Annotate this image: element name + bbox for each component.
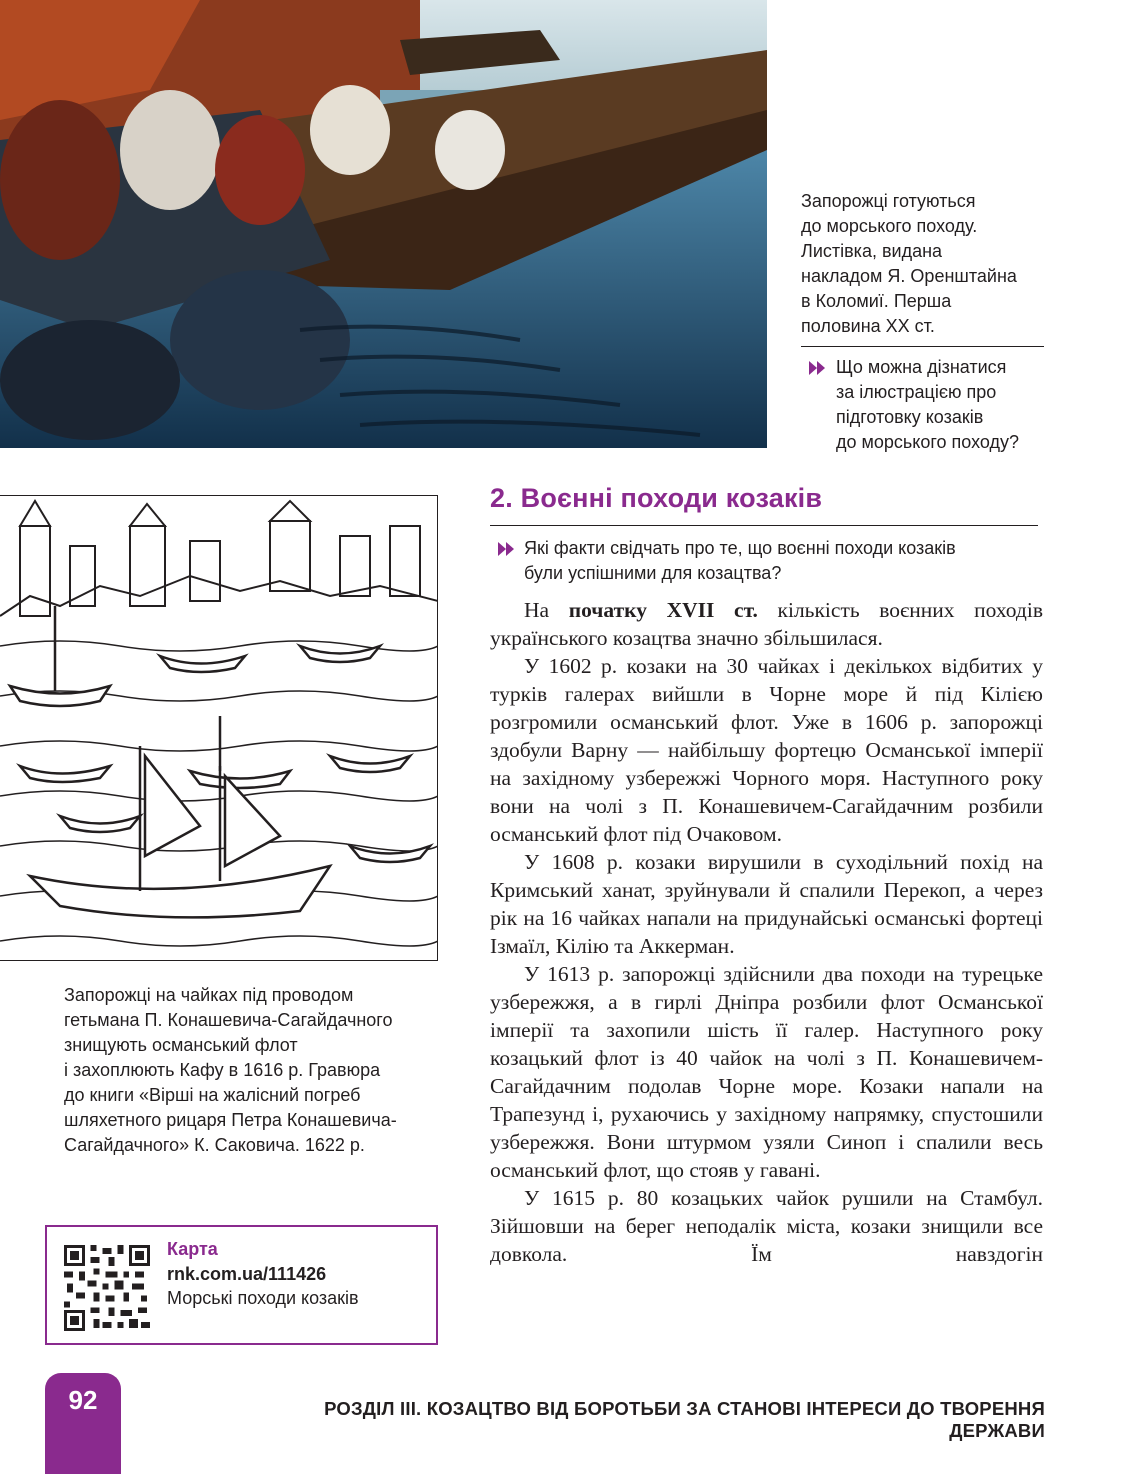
map-label: Карта (167, 1239, 218, 1259)
caption-divider (801, 346, 1044, 347)
double-arrow-icon (809, 360, 827, 376)
chapter-title: РОЗДІЛ III. КОЗАЦТВО ВІД БОРОТЬБИ ЗА СТАНОВІ ІНТЕРЕСИ ДО ТВОРЕННЯ ДЕРЖАВИ (324, 1398, 1045, 1441)
question-line: Які факти свідчать про те, що воєнні походи козаків (524, 538, 956, 558)
paragraph: У 1608 р. козаки вирушили в суходільний похід на Кримський ханат, зруйнували й спалили Перекоп, а через рік на 16 чайках напали на придунайські османські фортеці Ізмаїл, Кілію та Аккерман. (490, 850, 1043, 958)
question-line: Що можна дізнатися (836, 357, 1007, 377)
map-link-box[interactable] (45, 1225, 438, 1345)
map-url-link[interactable]: rnk.com.ua/111426 (167, 1264, 327, 1284)
caption-line: і захоплюють Кафу в 1616 р. Гравюра (64, 1060, 381, 1080)
illustration-question (836, 355, 1126, 455)
question-line: були успішними для козацтва? (524, 563, 782, 583)
page-number: 92 (68, 1385, 98, 1415)
caption-line: Листівка, видана (801, 241, 943, 261)
body-text (490, 596, 1043, 1268)
heading-rule (490, 525, 1038, 526)
section-question (524, 536, 1044, 586)
engraving-drawing (0, 496, 438, 961)
caption-line: Запорожці готуються (801, 191, 976, 211)
map-description: Морські походи козаків (167, 1288, 359, 1308)
caption-line: накладом Я. Оренштайна (801, 266, 1017, 286)
caption-line: шляхетного рицаря Петра Конашевича- (64, 1110, 397, 1130)
caption-line: Запорожці на чайках під проводом (64, 985, 354, 1005)
caption-line: половина XX ст. (801, 316, 935, 336)
paragraph: У 1615 р. 80 козацьких чайок рушили на Стамбул. Зійшовши на берег неподалік міста, козаки знищили все довкола. Їм навздогін (490, 1186, 1043, 1266)
caption-line: до морського походу. (801, 216, 978, 236)
caption-line: Сагайдачного» К. Саковича. 1622 р. (64, 1135, 365, 1155)
illustration-caption (801, 189, 1101, 339)
paragraph (490, 596, 1043, 652)
caption-line: знищують османський флот (64, 1035, 298, 1055)
engraving-illustration (0, 495, 438, 961)
question-line: до морського походу? (836, 432, 1020, 452)
qr-code-icon[interactable] (64, 1245, 150, 1331)
caption-line: до книги «Вірші на жалісний погреб (64, 1085, 361, 1105)
paragraph: У 1613 р. запорожці здійснили два походи на турецьке узбережжя, а в гирлі Дніпра розбили флот Османської імперії та захопили шість її галер. Наступного року козацький флот із 40 чайок на чолі з П. Конашевичем-Сагайдачним подолав Чорне море. Козаки напали на Трапезунд і, рухаючись у західному напрямку, спустошили узбережжя. Вони штурмом узяли Синоп і спалили весь османський флот, що стояв у гавані. (490, 962, 1043, 1182)
caption-line: в Коломиї. Перша (801, 291, 952, 311)
question-line: підготовку козаків (836, 407, 984, 427)
page-number-tab (45, 1373, 121, 1474)
caption-line: гетьмана П. Конашевича-Сагайдачного (64, 1010, 393, 1030)
double-arrow-icon (498, 541, 516, 557)
paragraph-text: кількість воєнних походів українського козацтва значно збільшилася. (490, 598, 1043, 650)
paragraph-text: На (524, 598, 569, 622)
section-heading: 2. Воєнні походи козаків (490, 483, 823, 513)
cossacks-boat-illustration (0, 0, 767, 448)
question-line: за ілюстрацією про (836, 382, 997, 402)
illustration-drawing (0, 0, 767, 448)
engraving-caption (64, 983, 444, 1158)
paragraph-emphasis: початку XVII ст. (568, 598, 758, 622)
paragraph: У 1602 р. козаки на 30 чайках і декількох відбитих у турків галерах вийшли в Чорне море й під Кілією розгромили османський флот. Уже в 1606 р. запорожці здобули Варну — найбільшу фортецю Османської імперії на західному узбережжі Чорного моря. Наступного року вони на чолі з П. Конашевичем-Сагайдачним розбили османський флот під Очаковом. (490, 654, 1043, 846)
